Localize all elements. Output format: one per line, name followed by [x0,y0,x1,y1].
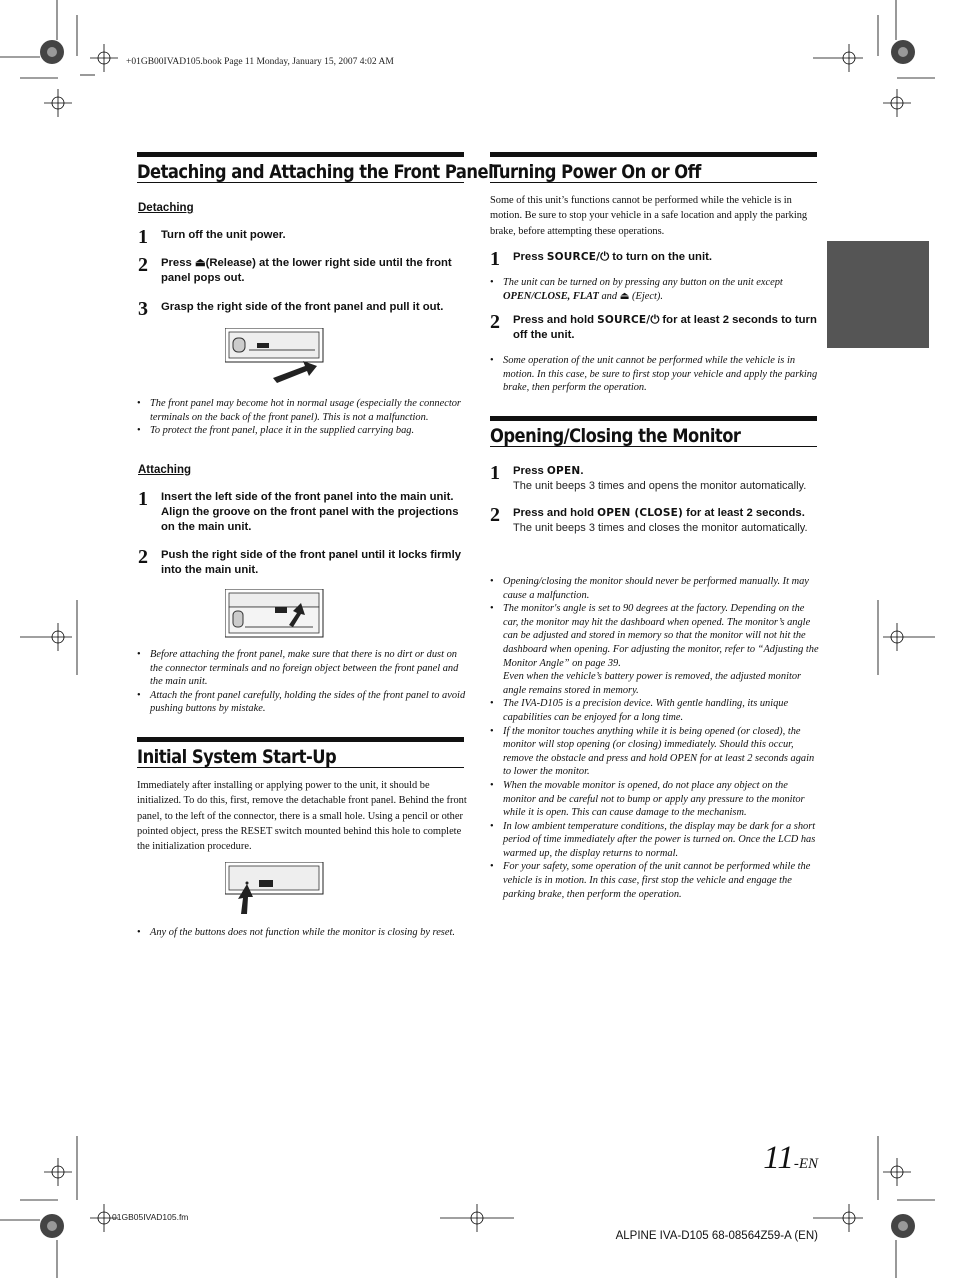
detach-step-3: 3 Grasp the right side of the front panel and pull it out. [138,298,444,320]
note-item: • When the movable monitor is opened, do not place any object on the monitor and be careful not to bump or apply any pressure to the monitor while it is open. This can cause damage to the mechanism. [490,779,820,820]
attach-notes [137,648,467,716]
attach-step-2: 2 Push the right side of the front panel until it locks firmly into the main unit. [138,546,462,576]
detach-notes [137,397,467,438]
section-title: Opening/Closing the Monitor [490,425,741,447]
note-item: • For your safety, some operation of the unit cannot be performed while the vehicle is in motion. In this case, first stop the vehicle and engage the parking brake, then perform the operation. [490,860,820,901]
monitor-step-1: 1 Press OPEN. The unit beeps 3 times and opens the monitor automatically. [490,462,807,492]
note-item: • In low ambient temperature conditions, the display may be dark for a short period of time immediately after the power is turned on. Once the LCD has warmed up, the display returns to normal. [490,820,820,861]
attach-panel-illustration [225,589,325,641]
note-item: • Before attaching the front panel, make sure that there is no dirt or dust on the connector terminals and no foreign object between the front panel and the main unit. [137,648,467,689]
detach-step-1: 1 Turn off the unit power. [138,226,286,248]
note-item: • Some operation of the unit cannot be performed while the vehicle is in motion. In this case, be sure to first stop your vehicle and apply the parking brake, then perform the operation. [490,354,820,395]
section-title: Detaching and Attaching the Front Panel [137,161,494,183]
note-item: • The front panel may become hot in normal usage (especially the connector terminals on the back of the front panel). This is not a malfunction. [137,397,467,424]
eject-icon: ⏏ [619,290,630,302]
note-item: • The monitor's angle is set to 90 degrees at the factory. Depending on the car, the monitor may hit the dashboard when opened. The monitor’s angle can be adjusted and stored in memory so that the monitor will not hit the dashboard when opening. For adjusting the monitor, refer to “Adjusting the Monitor Angle” on page 39. Even when the vehicle’s battery power is removed, the adjusted monitor angle remains stored in memory. [490,602,820,697]
release-icon: ⏏ [194,257,206,269]
section-title: Initial System Start-Up [137,746,337,768]
section-tab [827,241,929,348]
power-note-1 [490,276,820,303]
detach-step-2: 2 Press ⏏(Release) at the lower right side until the front panel pops out. [138,254,452,284]
monitor-section-header [490,416,817,447]
power-note-2 [490,354,820,395]
footer-product: ALPINE IVA-D105 68-08564Z59-A (EN) [615,1230,818,1242]
detach-panel-illustration [225,328,325,384]
reset-illustration [225,862,325,916]
power-step-1: 1 Press SOURCE/⏻ to turn on the unit. [490,248,712,270]
section-title: Turning Power On or Off [490,161,701,183]
note-item: • The IVA-D105 is a precision device. With gentle handling, its unique capabilities can be enjoyed for a long time. [490,697,820,724]
power-icon: ⏻ [600,251,610,263]
attach-step-1: 1 Insert the left side of the front panel into the main unit. Align the groove on the front panel with the projections on the main unit. [138,488,459,533]
monitor-step-2: 2 Press and hold OPEN (CLOSE) for at least 2 seconds. The unit beeps 3 times and closes the monitor automatically. [490,504,808,534]
note-item: • To protect the front panel, place it in the supplied carrying bag. [137,424,467,438]
startup-section-header [137,737,464,768]
power-section-header [490,152,817,183]
power-step-2: 2 Press and hold SOURCE/⏻ for at least 2 seconds to turn off the unit. [490,311,817,341]
detach-section-header [137,152,494,183]
detaching-subheading: Detaching [138,202,194,214]
book-header: +01GB00IVAD105.book Page 11 Monday, January 15, 2007 4:02 AM [126,57,394,67]
note-item: • Any of the buttons does not function while the monitor is closing by reset. [137,926,467,940]
note-item: • Opening/closing the monitor should never be performed manually. It may cause a malfunction. [490,575,820,602]
power-icon: ⏻ [650,314,660,326]
footer-file: 01GB05IVAD105.fm [112,1212,189,1222]
note-item: • If the monitor touches anything while it is being opened (or closed), the monitor will stop opening (or closing) immediately. Should this occur, remove the obstacle and press and hold OPEN for at least 2 seconds again to lower the monitor. [490,725,820,779]
page-number: 11-EN [763,1140,818,1176]
startup-notes [137,926,467,940]
startup-body: Immediately after installing or applying power to the unit, it should be initialized. To do this, first, remove the detachable front panel. Behind the front panel, to the left of the connector, there is a small hole. Using a pencil or other pointed object, press the RESET switch mounted behind this hole to complete the initialization procedure. [137,780,467,853]
attaching-subheading: Attaching [138,464,192,476]
monitor-notes [490,575,820,901]
power-body: Some of this unit’s functions cannot be performed while the vehicle is in motion. Be sure to stop your vehicle in a safe location and apply the parking brake, before attempting these operations. [490,195,808,237]
note-item: • Attach the front panel carefully, holding the sides of the front panel to avoid pushing buttons by mistake. [137,689,467,716]
note-item: • The unit can be turned on by pressing any button on the unit except OPEN/CLOSE, FLAT and ⏏ (Eject). [490,276,820,303]
